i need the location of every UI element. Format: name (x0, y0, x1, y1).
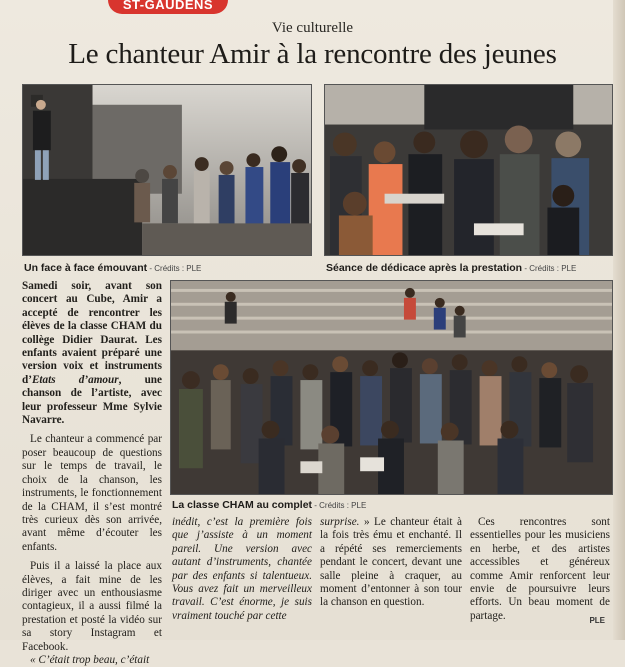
page-edge (613, 0, 625, 640)
caption-photo-1 (24, 262, 201, 274)
article-p2: Le chanteur a commencé par poser beaucoup de questions sur le temps de travail, le choix de la chanson, les instruments, le fonctionnement de la CHAM, il s’est montré très curieux dès son arrivée, avant même d’écouter les enfants. (22, 433, 162, 553)
article-p3: Puis il a laissé la place aux élèves, a fait mine de les diriger avec un enthousiasme contagieux, il a aussi filmé la prestation et posté la vidéo sur sa story Instagram et Facebook. (22, 560, 162, 653)
caption-photo-2-text: Séance de dédicace après la prestation (326, 262, 523, 274)
caption-photo-3-credit: - Crédits : PLE (312, 501, 367, 510)
caption-photo-3 (172, 499, 366, 511)
lead-part-1: Samedi soir, avant son concert au Cube, Amir a accepté de rencontrer les élèves de la classe CHAM du collège Didier Daurat. Les enfants avaient préparé une version voix et instruments d’ (22, 280, 162, 386)
rubric: Vie culturelle (271, 20, 354, 36)
article-col4-text: Ces rencontres sont essentielles pour les musiciens en herbe, et des artistes accessibles et généreux comme Amir renforcent leur envie de poursuivre leurs efforts. Un beau moment de partage. (470, 516, 610, 622)
article-column-2 (172, 516, 312, 623)
caption-photo-2 (326, 262, 576, 274)
lead-song-title: Etats d’amour (31, 373, 119, 386)
article-p4-start: « C’était trop beau, c’était (30, 653, 150, 666)
photo-dedicace-image (325, 85, 612, 255)
photo-face-a-face-image (23, 85, 311, 255)
lead-part-2: , une chanson de l’artiste, avec leur professeur Mme Sylvie Navarre. (22, 373, 162, 427)
caption-photo-3-text: La classe CHAM au complet (172, 499, 313, 511)
author-signature: PLE (589, 616, 605, 625)
article-quote-cont: inédit, c’est la première fois que j’assiste à un moment pareil. Une version avec autant d’instruments, chantée par des enfants si talentueux. Vous avez fait un merveilleux travail. C’est énorme, je suis vraiment touché par cette (172, 516, 312, 622)
article-col3-text: » Le chanteur était à la fois très ému et enchanté. Il a répété ses remerciements pendant le concert, devant une salle pleine à craquer, au moment d’entonner à son tour la chanson en question. (320, 516, 462, 609)
article-column-4 (470, 516, 610, 623)
photo-face-a-face (22, 84, 312, 256)
photo-dedicace (324, 84, 613, 256)
photo-classe-cham-image (171, 281, 612, 494)
caption-photo-1-credit: - Crédits : PLE (147, 264, 202, 273)
article-column-3 (320, 516, 462, 610)
headline: Le chanteur Amir à la rencontre des jeunes (68, 38, 557, 70)
article-col3-italic: surprise. (320, 516, 360, 528)
caption-photo-2-credit: - Crédits : PLE (522, 264, 577, 273)
photo-classe-cham (170, 280, 613, 495)
section-badge: ST-GAUDENS (108, 0, 228, 14)
article-column-1 (22, 280, 162, 667)
article-lead (22, 280, 162, 427)
caption-photo-1-text: Un face à face émouvant (24, 262, 148, 274)
